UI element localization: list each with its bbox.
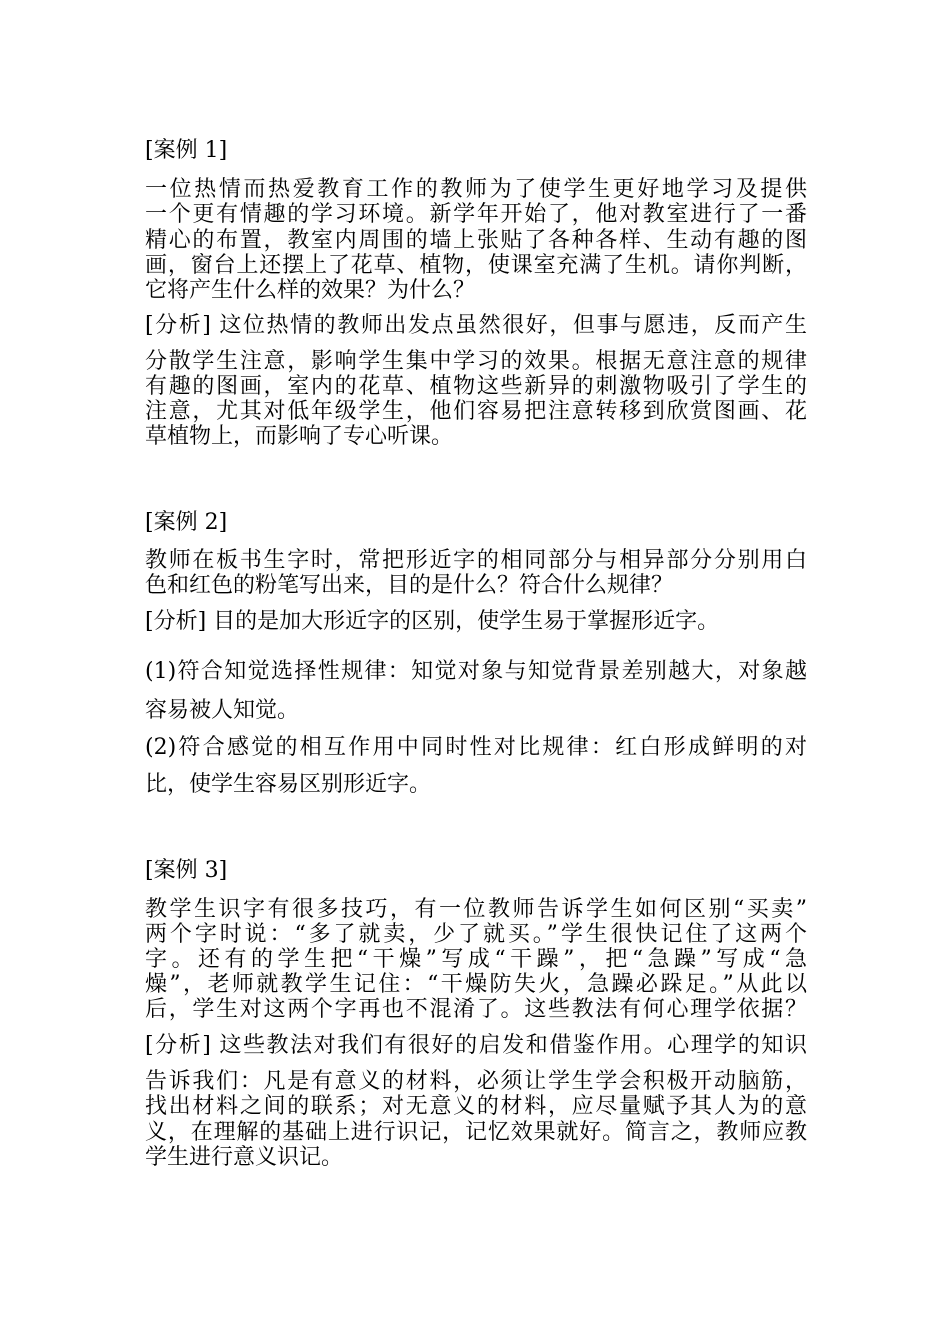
case-heading: [案例 3] xyxy=(145,858,228,883)
case-analysis-line: 注意，尤其对低年级学生，他们容易把注意转移到欣赏图画、花 xyxy=(145,399,807,424)
case-analysis-line: (1)符合知觉选择性规律：知觉对象与知觉背景差别越大，对象越 xyxy=(145,659,807,684)
case-analysis-line: 分散学生注意，影响学生集中学习的效果。根据无意注意的规律 xyxy=(145,349,807,374)
case-question-line: 精心的布置，教室内周围的墙上张贴了各种各样、生动有趣的图 xyxy=(145,228,807,253)
case-question-line: 色和红色的粉笔写出来，目的是什么？符合什么规律？ xyxy=(145,573,674,598)
case-question-line: 燥”，老师就教学生记住：“干燥防失火，急躁必跺足。”从此以 xyxy=(145,972,807,997)
case-analysis-line: 有趣的图画，室内的花草、植物这些新异的刺激物吸引了学生的 xyxy=(145,374,807,399)
case-question-line: 字。还有的学生把“干燥”写成“干躁”，把“急躁”写成“急 xyxy=(145,947,807,972)
case-analysis-line: [分析] 目的是加大形近字的区别，使学生易于掌握形近字。 xyxy=(145,609,720,634)
case-question-line: 它将产生什么样的效果？为什么？ xyxy=(145,278,476,303)
case-analysis-line: 容易被人知觉。 xyxy=(145,698,300,723)
case-question-line: 画，窗台上还摆上了花草、植物，使课室充满了生机。请你判断， xyxy=(145,253,807,278)
case-heading: [案例 1] xyxy=(145,138,228,163)
case-question-line: 一位热情而热爱教育工作的教师为了使学生更好地学习及提供 xyxy=(145,177,807,202)
case-analysis-line: 找出材料之间的联系；对无意义的材料，应尽量赋予其人为的意 xyxy=(145,1094,807,1119)
case-analysis-line: [分析] 这位热情的教师出发点虽然很好，但事与愿违，反而产生 xyxy=(145,313,807,338)
case-question-line: 教师在板书生字时，常把形近字的相同部分与相异部分分别用白 xyxy=(145,548,807,573)
case-analysis-line: 比，使学生容易区别形近字。 xyxy=(145,772,432,797)
case-question-line: 两个字时说：“多了就卖，少了就买。”学生很快记住了这两个 xyxy=(145,922,807,947)
case-question-line: 后，学生对这两个字再也不混淆了。这些教法有何心理学依据？ xyxy=(145,997,807,1022)
case-analysis-line: 义，在理解的基础上进行识记，记忆效果就好。简言之，教师应教 xyxy=(145,1120,807,1145)
case-analysis-line: [分析] 这些教法对我们有很好的启发和借鉴作用。心理学的知识 xyxy=(145,1033,807,1058)
case-analysis-line: 告诉我们：凡是有意义的材料，必须让学生学会积极开动脑筋， xyxy=(145,1069,807,1094)
case-heading: [案例 2] xyxy=(145,510,228,535)
case-question-line: 教学生识字有很多技巧，有一位教师告诉学生如何区别“买卖” xyxy=(145,897,807,922)
case-question-line: 一个更有情趣的学习环境。新学年开始了，他对教室进行了一番 xyxy=(145,202,807,227)
case-analysis-line: 草植物上，而影响了专心听课。 xyxy=(145,424,454,449)
case-analysis-line: 学生进行意义识记。 xyxy=(145,1145,344,1170)
case-analysis-line: (2)符合感觉的相互作用中同时性对比规律：红白形成鲜明的对 xyxy=(145,735,807,760)
